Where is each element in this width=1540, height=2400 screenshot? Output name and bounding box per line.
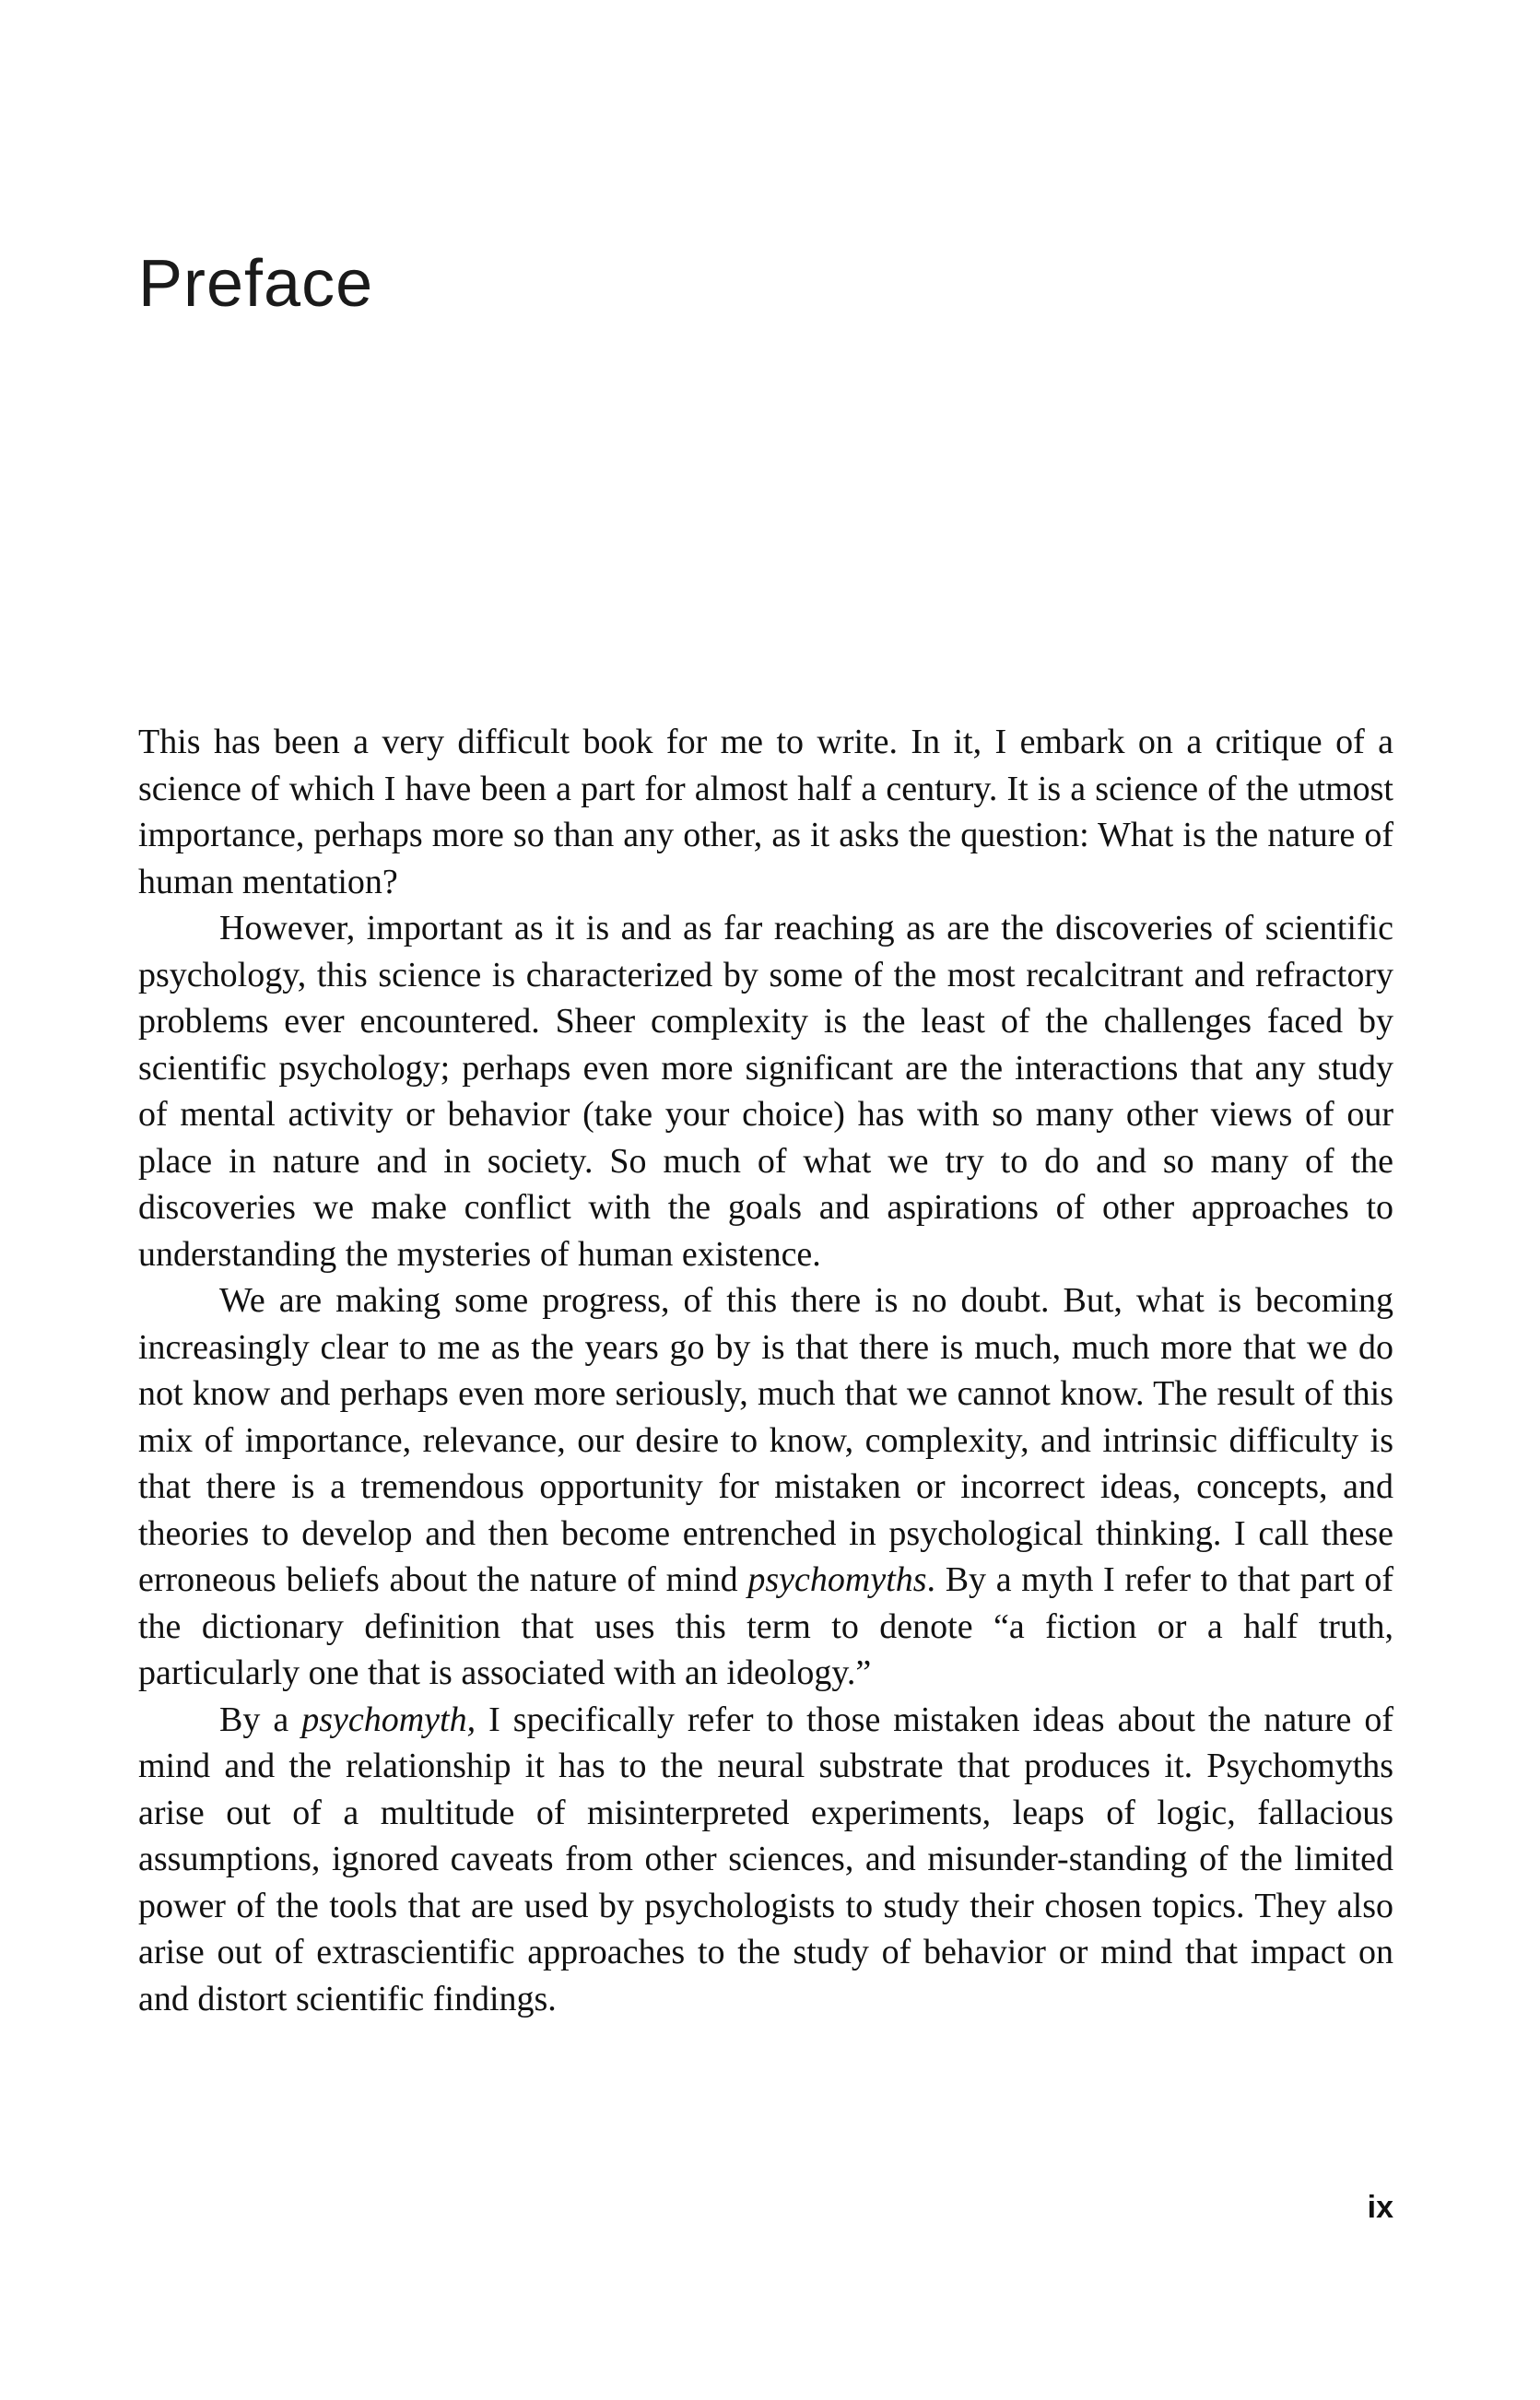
paragraph-4 bbox=[138, 1697, 1393, 2023]
paragraph-4-italic-term: psychomyth, bbox=[301, 1700, 476, 1739]
page-number: ix bbox=[1367, 2190, 1393, 2225]
paragraph-2-text: However, important as it is and as far reaching as are the discoveries of scientific psychology, this science is characterized by some of the most recalcitrant and refractory problems ever encountered. Sheer complexity is the least of the challenges faced by scientific psychology; perhaps even more significant are the interactions that any study of mental activity or behavior (take your choice) has with so many other views of our place in nature and in society. So much of what we try to do and so many of the discoveries we make conflict with the goals and aspirations of other approaches to understanding the mysteries of human existence. bbox=[138, 909, 1393, 1274]
paragraph-1-text: This has been a very difficult book for me to write. In it, I embark on a critique of a science of which I have been a part for almost half a century. It is a science of the utmost importance, perhaps more so than any other, as it asks the question: What is the nature of human mentation? bbox=[138, 723, 1393, 901]
paragraph-3-text-a: We are making some progress, of this there is no doubt. But, what is becoming increasingly clear to me as the years go by is that there is much, much more that we do not know and perhaps even more seriously, much that we cannot know. The result of this mix of importance, relevance, our desire to know, complexity, and intrinsic difficulty is that there is a tremendous opportunity for mistaken or incorrect ideas, concepts, and theories to develop and then become entrenched in psychological thinking. I call these erroneous beliefs about the nature of mind bbox=[138, 1281, 1393, 1599]
body-text bbox=[138, 719, 1393, 2022]
paragraph-3-text-b: . By a myth I refer to that part of the dictionary definition that uses this term to denote “a fiction or a half truth, particularly one that is associated with an ideology.” bbox=[138, 1560, 1393, 1692]
paragraph-4-text-a: By a bbox=[219, 1700, 302, 1739]
paragraph-1 bbox=[138, 719, 1393, 905]
paragraph-3 bbox=[138, 1277, 1393, 1697]
paragraph-4-text-b: I specifically refer to those mistaken ideas about the nature of mind and the relationship it has to the neural substrate that produces it. Psychomyths arise out of a multitude of misinterpreted experiments, leaps of logic, fallacious assumptions, ignored caveats from other sciences, and misunder-standing of the limited power of the tools that are used by psychologists to study their chosen topics. They also arise out of extrascientific approaches to the study of behavior or mind that impact on and distort scientific findings. bbox=[138, 1700, 1393, 2018]
paragraph-2 bbox=[138, 905, 1393, 1277]
paragraph-3-italic-term: psychomyths bbox=[747, 1560, 927, 1599]
page-title: Preface bbox=[138, 247, 374, 321]
